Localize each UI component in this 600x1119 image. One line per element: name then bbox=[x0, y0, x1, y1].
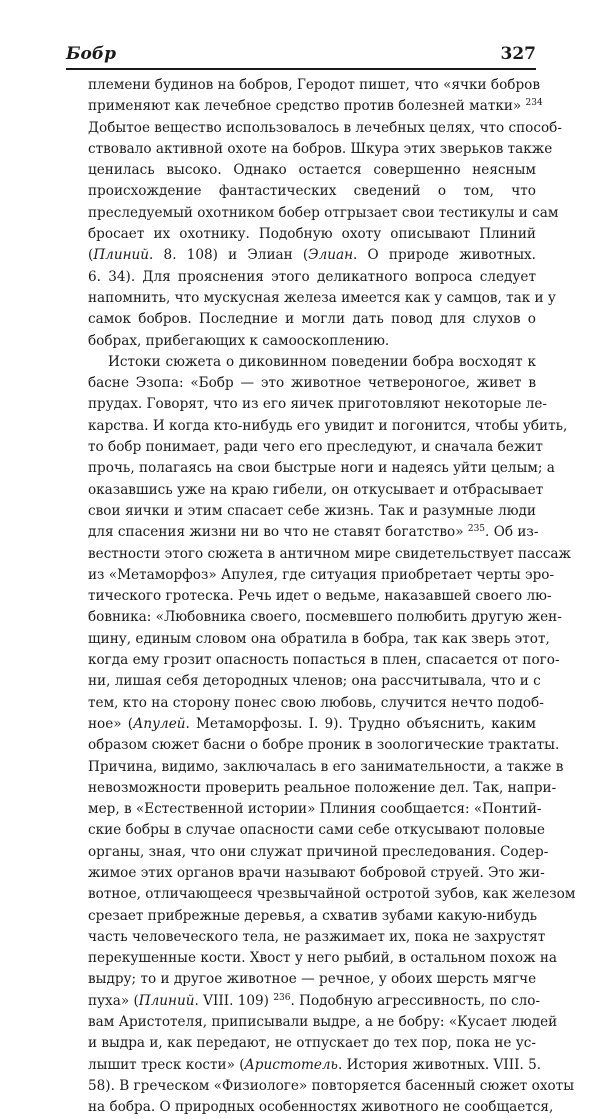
italic-citation: Аристотель bbox=[244, 1056, 338, 1073]
text-run: вотное, отличающееся чрезвычайной остротой зубов, как железом bbox=[88, 886, 576, 903]
footnote-ref: 234 bbox=[525, 98, 543, 109]
text-run: напомнить, что мускусная железа имеется как у самцов, так и у bbox=[88, 289, 556, 306]
text-line bbox=[88, 671, 541, 692]
text-run: бобрах, прибегающих к самооскоплению. bbox=[88, 332, 390, 349]
text-run: преследуемый охотником бобер отгрызает свои тестикулы и сам bbox=[88, 204, 559, 221]
text-line bbox=[88, 565, 555, 586]
text-line bbox=[88, 267, 536, 288]
paragraph bbox=[88, 75, 562, 352]
text-run: вам Аристотеля, приписывали выдре, а не бобру: «Кусает людей bbox=[88, 1014, 558, 1031]
text-line bbox=[88, 139, 553, 160]
text-line bbox=[88, 906, 536, 927]
body-text bbox=[88, 75, 576, 1119]
text-run: прудах. Говорят, что из его яичек приготовляют некоторые ле- bbox=[88, 396, 547, 413]
text-run: срезает прибрежные деревья, а схватив зубами какую-нибудь bbox=[88, 907, 537, 924]
text-line bbox=[88, 757, 564, 778]
text-line bbox=[88, 203, 559, 224]
text-run: свои яички и этим спасает себе жизнь. Так и разумные люди bbox=[88, 502, 536, 519]
text-run: на бобра. О природных особенностях животного не сообщается, bbox=[88, 1099, 554, 1116]
text-line bbox=[88, 1055, 542, 1076]
text-run: вестности этого сюжета в античном мире свидетельствует пассаж bbox=[88, 545, 572, 562]
text-run: . 8. 108) и Элиан ( bbox=[149, 247, 309, 264]
text-run: то бобр понимает, ради чего его преследуют, и сначала бежит bbox=[88, 439, 543, 456]
text-line bbox=[88, 799, 542, 820]
text-line bbox=[88, 118, 562, 139]
text-line bbox=[88, 991, 541, 1012]
text-line bbox=[88, 693, 544, 714]
text-line bbox=[88, 1033, 536, 1054]
paragraph bbox=[88, 352, 576, 1119]
text-line bbox=[88, 309, 536, 330]
text-run: Добытое вещество использовалось в лечебных целях, что способ- bbox=[88, 119, 562, 136]
text-line bbox=[88, 544, 572, 565]
italic-citation: Элиан bbox=[308, 247, 354, 264]
text-run: когда ему грозит опасность попасться в плен, спасается от пого- bbox=[88, 652, 560, 669]
text-run: прочь, полагаясь на свои быстрые ноги и надеясь уйти целым; а bbox=[88, 460, 555, 477]
text-run: пуха» ( bbox=[88, 992, 139, 1009]
text-run: Истоки сюжета о диковинном поведении бобра восходят к bbox=[108, 353, 536, 370]
text-run: ценилась высоко. Однако остается совершенно неясным bbox=[88, 162, 536, 179]
page-number: 327 bbox=[500, 44, 536, 64]
text-run: образом сюжет басни о бобре проник в зоологические трактаты. bbox=[88, 737, 560, 754]
text-line bbox=[88, 863, 545, 884]
text-line bbox=[88, 607, 562, 628]
text-run: Причина, видимо, заключалась в его занимательности, а также в bbox=[88, 758, 564, 775]
text-line bbox=[88, 288, 556, 309]
text-line bbox=[88, 735, 560, 756]
text-line bbox=[88, 650, 560, 671]
text-line bbox=[88, 820, 545, 841]
text-line bbox=[88, 629, 550, 650]
text-run: органы, зная, что они служат причиной преследования. Содер- bbox=[88, 843, 549, 860]
text-run: щину, единым словом она обратила в бобра, так как зверь этот, bbox=[88, 630, 550, 647]
text-run: ские бобры в случае опасности сами себе откусывают половые bbox=[88, 822, 545, 839]
text-run: из «Метаморфоз» Апулея, где ситуация приобретает черты эро- bbox=[88, 566, 555, 583]
footnote-ref: 235 bbox=[467, 524, 486, 535]
text-line bbox=[88, 458, 555, 479]
italic-citation: Апулей bbox=[133, 715, 186, 732]
italic-citation: Плиний bbox=[93, 247, 150, 264]
text-run: тического гротеска. Речь идет о ведьме, наказавшей своего лю- bbox=[88, 588, 552, 605]
text-run: лышит треск кости» ( bbox=[88, 1056, 245, 1073]
text-line bbox=[88, 437, 543, 458]
text-line bbox=[88, 245, 536, 266]
text-line bbox=[88, 331, 536, 352]
text-line bbox=[88, 394, 547, 415]
text-line bbox=[88, 1012, 558, 1033]
text-run: часть человеческого тела, не разжимает их, пока не захрустят bbox=[88, 928, 546, 945]
text-run: самок бобров. Последние и могли дать повод для слухов о bbox=[88, 311, 536, 328]
text-run: для спасения жизни ни во что не ставят богатство» bbox=[88, 524, 468, 541]
text-run: невозможности проверить реальное положение дел. Так, напри- bbox=[88, 779, 557, 796]
text-line bbox=[88, 181, 536, 202]
text-line bbox=[88, 586, 552, 607]
text-run: мер, в «Естественной истории» Плиния сообщается: «Понтий- bbox=[88, 801, 542, 818]
text-line bbox=[88, 224, 536, 245]
text-line bbox=[88, 352, 536, 373]
text-run: применяют как лечебное средство против болезней матки» bbox=[88, 98, 526, 115]
text-run: оказавшись уже на краю гибели, он откусывает и отбрасывает bbox=[88, 481, 544, 498]
text-run: 6. 34). Для прояснения этого деликатного вопроса следует bbox=[88, 268, 536, 285]
text-line bbox=[88, 75, 541, 96]
text-run: ствовало активной охоте на бобров. Шкура этих зверьков также bbox=[88, 140, 553, 157]
italic-citation: Плиний bbox=[138, 992, 195, 1009]
text-line bbox=[88, 884, 576, 905]
text-run: перекушенные кости. Хвост у него рыбий, в остальном похож на bbox=[88, 950, 557, 967]
text-run: племени будинов на бобров, Геродот пишет, что «ячки бобров bbox=[88, 77, 541, 93]
text-run: жимое этих органов врачи называют бобровой струей. Это жи- bbox=[88, 864, 545, 881]
text-line bbox=[88, 969, 536, 990]
text-line bbox=[88, 373, 536, 394]
text-run: ни, лишая себя детородных членов; она рассчитывала, что и с bbox=[88, 673, 541, 690]
text-line bbox=[88, 416, 568, 437]
text-line bbox=[88, 778, 557, 799]
text-run: тем, кто на сторону понес свою любовь, случится нечто подоб- bbox=[88, 694, 544, 711]
text-run: басне Эзопа: «Бобр — это животное четвероногое, живет в bbox=[88, 375, 536, 392]
text-run: карства. И когда кто-нибудь его увидит и погонится, чтобы убить, bbox=[88, 417, 568, 434]
text-run: выдру; то и другое животное — речное, у обоих шерсть мягче bbox=[88, 971, 537, 988]
text-run: бовника: «Любовника своего, посмевшего полюбить другую жен- bbox=[88, 609, 562, 626]
text-line bbox=[88, 1076, 575, 1097]
footnote-ref: 236 bbox=[273, 992, 291, 1003]
text-run: ное» ( bbox=[88, 715, 134, 732]
text-run: . Об из- bbox=[485, 524, 539, 541]
text-run: 58). В греческом «Физиологе» повторяется басенный сюжет охоты bbox=[88, 1077, 575, 1094]
text-run: . Метаморфозы. I. 9). Трудно объяснить, каким bbox=[185, 715, 537, 732]
text-line bbox=[88, 927, 546, 948]
text-line bbox=[88, 714, 536, 735]
text-line bbox=[88, 501, 536, 522]
text-run: . Подобную агрессивность, по сло- bbox=[290, 992, 541, 1009]
text-line bbox=[88, 842, 549, 863]
text-run: и выдра и, как передают, не отпускает до тех пор, пока не ус- bbox=[88, 1035, 536, 1052]
text-line bbox=[88, 522, 539, 543]
running-head-title: Бобр bbox=[66, 44, 117, 64]
text-run: ( bbox=[88, 247, 94, 264]
text-line bbox=[88, 1097, 554, 1118]
text-run: . VIII. 109) bbox=[194, 992, 274, 1009]
text-line bbox=[88, 96, 543, 117]
text-line bbox=[88, 160, 536, 181]
text-run: . История животных. VIII. 5. bbox=[337, 1056, 542, 1073]
text-line bbox=[88, 948, 557, 969]
text-run: бросает их охотнику. Подобную охоту описывают Плиний bbox=[88, 226, 536, 243]
text-line bbox=[88, 480, 544, 501]
text-run: . О природе животных. bbox=[353, 247, 536, 264]
text-run: происхождение фантастических сведений о том, что bbox=[88, 183, 536, 200]
header-rule bbox=[66, 68, 536, 70]
running-head bbox=[66, 44, 536, 64]
